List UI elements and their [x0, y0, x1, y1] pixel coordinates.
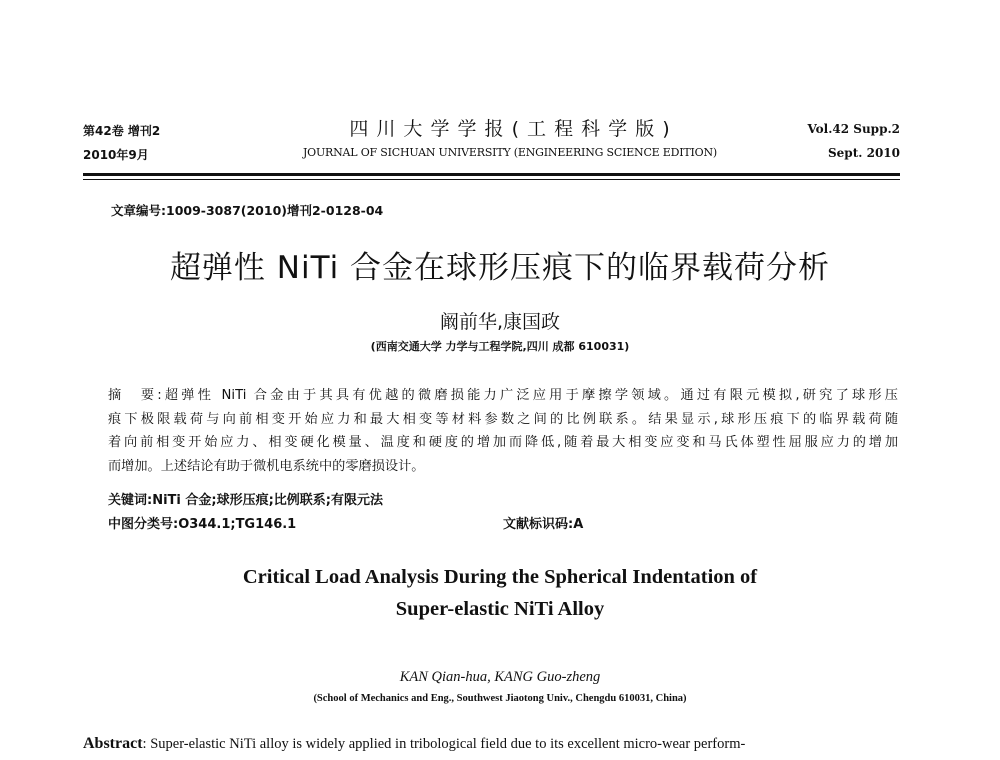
title-en-line1: Critical Load Analysis During the Spherical Indentation of [242, 566, 758, 588]
volume-en: Vol.42 Supp.2 [807, 122, 900, 136]
affiliation-en: (School of Mechanics and Eng., Southwest Jiaotong Univ., Chengdu 610031, China) [313, 693, 687, 704]
authors-cn: 阚前华,康国政 [439, 311, 561, 333]
abstract-cn-line: 摘 要:超弹性 NiTi 合金由于其具有优越的微磨损能力广泛应用于摩擦学领域。通过有限元模拟,研究了球形压 [108, 388, 898, 403]
abstract-cn [108, 384, 898, 478]
abstract-cn-line: 痕下极限载荷与向前相变开始应力和最大相变等材料参数之间的比例联系。结果显示,球形压痕下的临界载荷随 [108, 411, 898, 427]
keywords-cn: 关键词:NiTi 合金;球形压痕;比例联系;有限元法 [108, 493, 383, 508]
document-code: 文献标识码:A [503, 517, 584, 532]
journal-title-en: JOURNAL OF SICHUAN UNIVERSITY (ENGINEERING SCIENCE EDITION) [302, 146, 718, 159]
title-en-line2: Super-elastic NiTi Alloy [395, 598, 605, 620]
authors-en: KAN Qian-hua, KANG Guo-zheng [399, 669, 601, 685]
date-en: Sept. 2010 [828, 146, 900, 160]
affiliation-cn: (西南交通大学 力学与工程学院,四川 成都 610031) [370, 340, 630, 353]
abstract-cn-line: 着向前相变开始应力、相变硬化模量、温度和硬度的增加而降低,随着最大相变应变和马氏体塑性屈服应力的增加 [108, 435, 898, 450]
journal-title-cn: 四 川 大 学 学 报 ( 工 程 科 学 版 ) [349, 118, 671, 140]
title-cn: 超弹性 NiTi 合金在球形压痕下的临界载荷分析 [169, 250, 831, 286]
abstract-en-text: : Super-elastic NiTi alloy is widely applied in tribological field due to its excellent micro-wear perform- [142, 736, 746, 752]
date-cn: 2010年9月 [83, 148, 149, 162]
abstract-cn-line: 而增加。上述结论有助于微机电系统中的零磨损设计。 [108, 458, 425, 474]
header-rule-thick [83, 173, 900, 176]
clc-number: 中图分类号:O344.1;TG146.1 [108, 517, 297, 532]
volume-cn: 第42卷 增刊2 [83, 124, 161, 138]
header-rule-thin [83, 179, 900, 180]
abstract-en-label: Abstract [83, 735, 143, 752]
article-id: 文章编号:1009-3087(2010)增刊2-0128-04 [111, 203, 384, 218]
abstract-en [83, 735, 745, 753]
